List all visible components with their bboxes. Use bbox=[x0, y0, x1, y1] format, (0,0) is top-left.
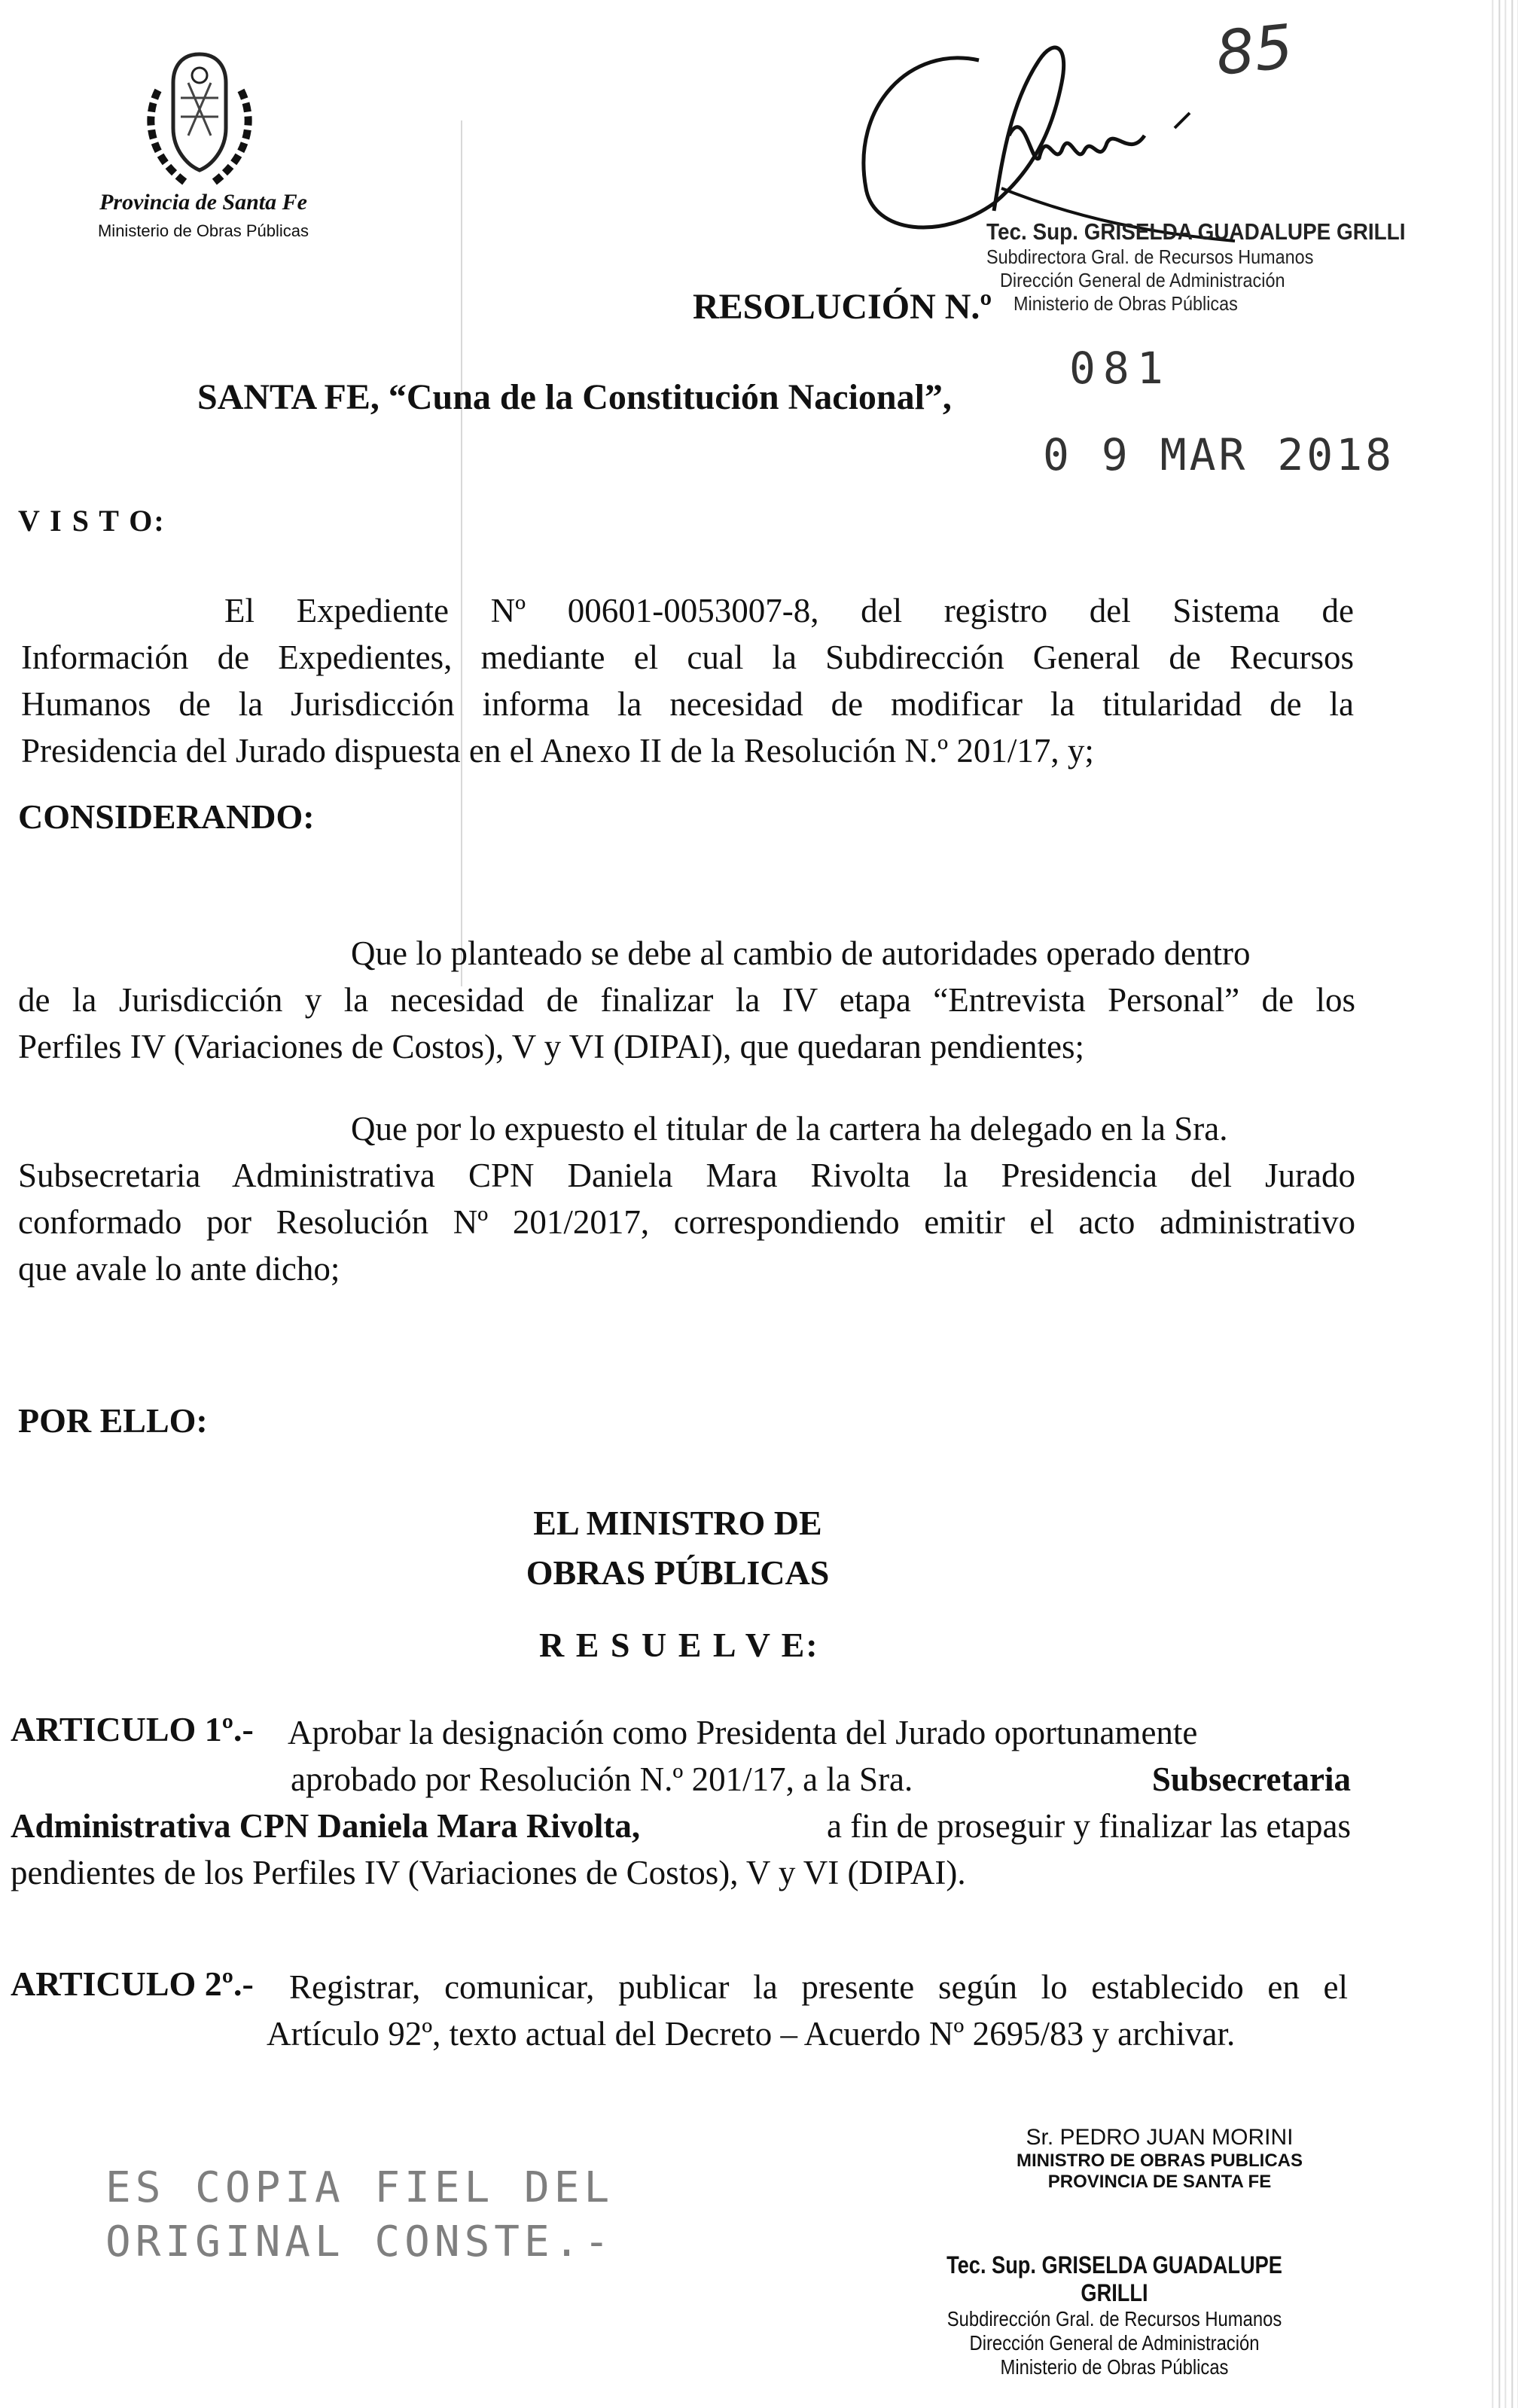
page-mark: 85 bbox=[1212, 11, 1297, 90]
minister-stamp bbox=[971, 2125, 1348, 2193]
minister-stamp-name: Sr. PEDRO JUAN MORINI bbox=[1026, 2125, 1294, 2150]
minister-stamp-line2: PROVINCIA DE SANTA FE bbox=[1047, 2172, 1272, 2192]
resolution-label: RESOLUCIÓN N.º bbox=[693, 287, 992, 327]
minister-title bbox=[467, 1498, 889, 1598]
bottom-stamp-name: Tec. Sup. GRISELDA GUADALUPE GRILLI bbox=[946, 2251, 1282, 2306]
article-1-line-3: a fin de proseguir y finalizar las etapas bbox=[827, 1807, 1351, 1845]
resuelve-heading: R E S U E L V E: bbox=[539, 1626, 819, 1664]
top-stamp bbox=[986, 218, 1408, 315]
visto-line-1: El Expediente Nº 00601-0053007-8, del registro del Sistema de bbox=[224, 592, 1354, 629]
visto-line-3: Humanos de la Jurisdicción informa la necesidad de modificar la titularidad de la bbox=[21, 685, 1354, 723]
article-2-line-2: Artículo 92º, texto actual del Decreto – Acuerdo Nº 2695/83 y archivar. bbox=[267, 2015, 1236, 2053]
considerando-paragraph-1 bbox=[18, 930, 1355, 1070]
top-stamp-name: Tec. Sup. GRISELDA GUADALUPE GRILLI bbox=[986, 218, 1406, 245]
article-2-text bbox=[11, 1964, 1348, 2057]
article-1-line-3-wrap bbox=[11, 1803, 1351, 1849]
resolution-number: 081 bbox=[1069, 343, 1171, 394]
top-stamp-line2: Dirección General de Administración bbox=[1000, 269, 1285, 291]
province-name: Provincia de Santa Fe bbox=[99, 190, 307, 215]
considerando-p2-line-2: Subsecretaria Administrativa CPN Daniela Mara Rivolta la Presidencia del Jurado bbox=[18, 1157, 1355, 1194]
minister-title-line-2: OBRAS PÚBLICAS bbox=[526, 1553, 830, 1592]
minister-stamp-line1: MINISTRO DE OBRAS PUBLICAS bbox=[1016, 2150, 1303, 2171]
coat-of-arms-icon bbox=[136, 45, 264, 196]
article-1-bold-title: Subsecretaria bbox=[1151, 1760, 1351, 1798]
considerando-p1-line-1: Que lo planteado se debe al cambio de autoridades operado dentro bbox=[351, 934, 1251, 972]
bottom-stamp-line3: Ministerio de Obras Públicas bbox=[1000, 2355, 1229, 2379]
article-2-line-1: Registrar, comunicar, publicar la presente según lo establecido en el bbox=[289, 1968, 1348, 2006]
top-stamp-line1: Subdirectora Gral. de Recursos Humanos bbox=[986, 245, 1314, 268]
article-1-line-2-wrap bbox=[291, 1756, 1351, 1803]
considerando-heading: CONSIDERANDO: bbox=[18, 797, 315, 836]
scan-edge-artifact bbox=[1488, 0, 1518, 2408]
visto-line-4: Presidencia del Jurado dispuesta en el Anexo II de la Resolución N.º 201/17, y; bbox=[21, 732, 1094, 770]
considerando-paragraph-2 bbox=[18, 1105, 1355, 1292]
resolution-date: 0 9 MAR 2018 bbox=[1043, 429, 1395, 480]
considerando-p2-line-4: que avale lo ante dicho; bbox=[18, 1250, 340, 1288]
copy-stamp bbox=[105, 2161, 614, 2269]
article-1-bold-name: Administrativa CPN Daniela Mara Rivolta, bbox=[11, 1807, 641, 1845]
ministry-name: Ministerio de Obras Públicas bbox=[97, 221, 309, 240]
bottom-stamp-line2: Dirección General de Administración bbox=[969, 2331, 1260, 2355]
bottom-stamp bbox=[904, 2251, 1325, 2379]
considerando-p2-line-3: conformado por Resolución Nº 201/2017, correspondiendo emitir el acto administrativo bbox=[18, 1203, 1355, 1241]
minister-title-line-1: EL MINISTRO DE bbox=[533, 1504, 822, 1542]
fold-line bbox=[461, 120, 462, 986]
considerando-p1-line-2: de la Jurisdicción y la necesidad de finalizar la IV etapa “Entrevista Personal” de los bbox=[18, 981, 1355, 1019]
article-1-label: ARTICULO 1º.- bbox=[11, 1710, 254, 1748]
article-1-line-4: pendientes de los Perfiles IV (Variaciones de Costos), V y VI (DIPAI). bbox=[11, 1854, 966, 1891]
visto-line-2: Información de Expedientes, mediante el cual la Subdirección General de Recursos bbox=[21, 639, 1354, 676]
visto-paragraph bbox=[21, 587, 1354, 774]
copy-stamp-line-2: ORIGINAL CONSTE.- bbox=[105, 2217, 614, 2266]
article-1-line-2: aprobado por Resolución N.º 201/17, a la Sra. bbox=[291, 1760, 913, 1798]
article-1-text bbox=[11, 1709, 1351, 1896]
por-ello-heading: POR ELLO: bbox=[18, 1401, 208, 1440]
article-2-label: ARTICULO 2º.- bbox=[11, 1965, 254, 2003]
considerando-p1-line-3: Perfiles IV (Variaciones de Costos), V y VI (DIPAI), que quedaran pendientes; bbox=[18, 1028, 1084, 1065]
bottom-stamp-line1: Subdirección Gral. de Recursos Humanos bbox=[946, 2307, 1282, 2330]
city-line: SANTA FE, “Cuna de la Constitución Nacional”, bbox=[197, 377, 952, 417]
copy-stamp-line-1: ES COPIA FIEL DEL bbox=[105, 2163, 614, 2212]
considerando-p2-line-1: Que por lo expuesto el titular de la cartera ha delegado en la Sra. bbox=[351, 1110, 1228, 1148]
top-stamp-line3: Ministerio de Obras Públicas bbox=[1014, 292, 1238, 315]
article-1-line-1: Aprobar la designación como Presidenta del Jurado oportunamente bbox=[288, 1714, 1198, 1751]
visto-heading: V I S T O: bbox=[18, 504, 166, 538]
